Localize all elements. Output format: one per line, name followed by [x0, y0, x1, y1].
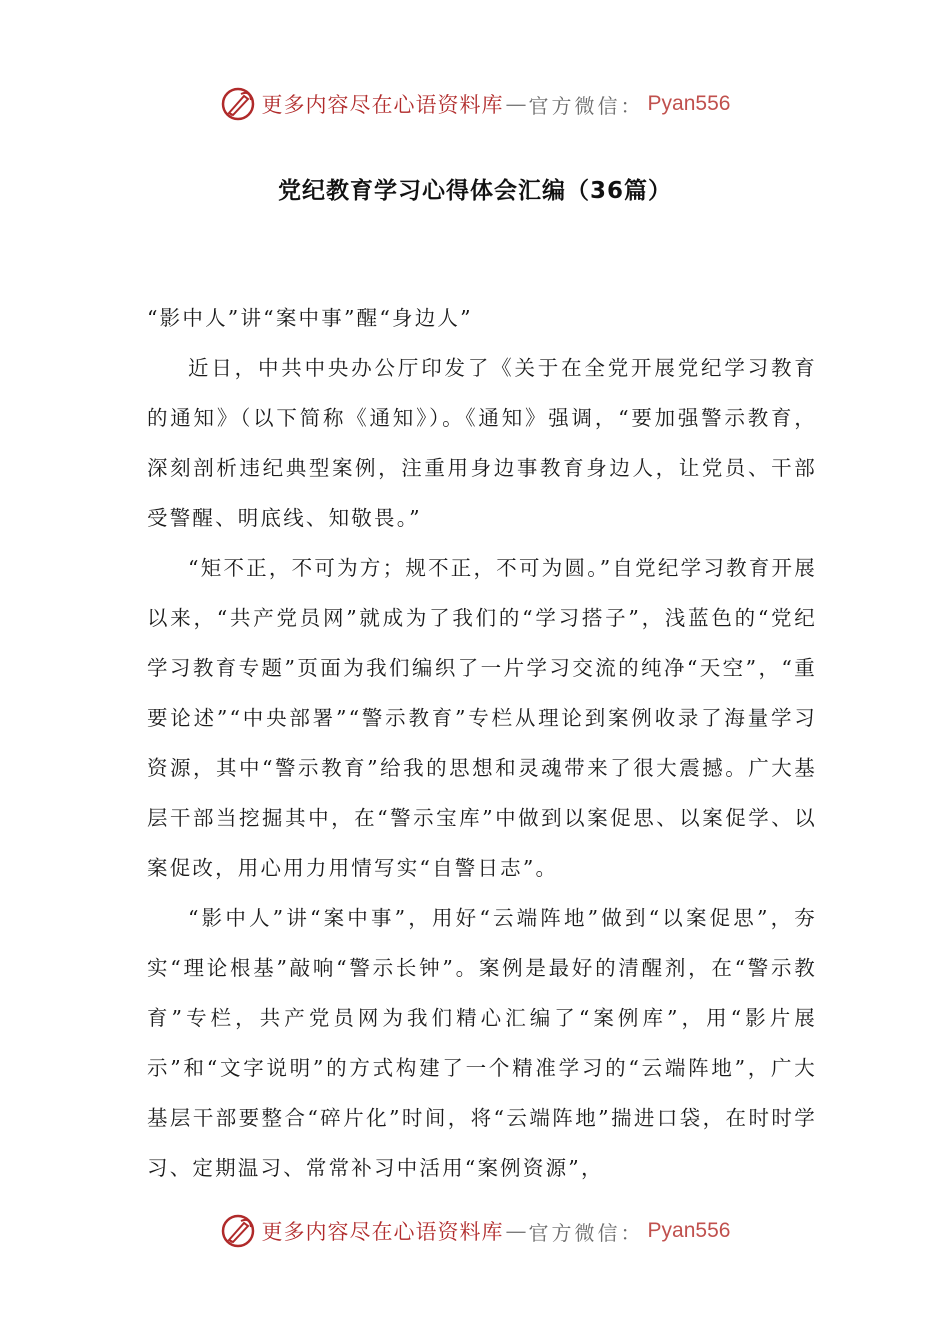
banner-dash: —: [505, 1219, 527, 1243]
banner-wechat-account: Pyan556: [647, 92, 731, 115]
banner-wechat-label: 官方微信：: [528, 93, 644, 118]
banner-wechat-account: Pyan556: [647, 1219, 731, 1242]
banner-wechat-label: 官方微信：: [528, 1220, 644, 1245]
pen-logo-icon: [220, 86, 256, 122]
banner-brand-text: 更多内容尽在心语资料库: [261, 1220, 504, 1244]
paragraph-2: “矩不正，不可为方；规不正，不可为圆。”自党纪学习教育开展以来，“共产党员网”就成为了我们的“学习搭子”，浅蓝色的“党纪学习教育专题”页面为我们编织了一片学习交流的纯净“天空”，“重要论述”“中央部署”“警示教育”专栏从理论到案例收录了海量学习资源，其中“警示教育”给我的思想和灵魂带来了很大震撼。广大基层干部当挖掘其中，在“警示宝库”中做到以案促思、以案促学、以案促改，用心用力用情写实“自警日志”。: [147, 556, 817, 880]
pen-logo-icon: [220, 1213, 256, 1249]
document-body: [147, 293, 817, 1193]
paragraph-3: “影中人”讲“案中事”，用好“云端阵地”做到“以案促思”，夯实“理论根基”敲响“警示长钟”。案例是最好的清醒剂，在“警示教育”专栏，共产党员网为我们精心汇编了“案例库”，用“影片展示”和“文字说明”的方式构建了一个精准学习的“云端阵地”，广大基层干部要整合“碎片化”时间，将“云端阵地”揣进口袋，在时时学习、定期温习、常常补习中活用“案例资源”，: [147, 906, 817, 1180]
banner-dash: —: [505, 92, 527, 116]
footer-banner: [0, 1209, 950, 1253]
document-title: 党纪教育学习心得体会汇编（36篇）: [277, 178, 672, 204]
header-banner: [0, 82, 950, 126]
paragraph-1: 近日，中共中央办公厅印发了《关于在全党开展党纪学习教育的通知》（以下简称《通知》）。《通知》强调，“要加强警示教育，深刻剖析违纪典型案例，注重用身边事教育身边人，让党员、干部受警醒、明底线、知敬畏。”: [147, 356, 817, 530]
article-subtitle: “影中人”讲“案中事”醒“身边人”: [147, 306, 473, 330]
banner-brand-text: 更多内容尽在心语资料库: [261, 93, 504, 117]
